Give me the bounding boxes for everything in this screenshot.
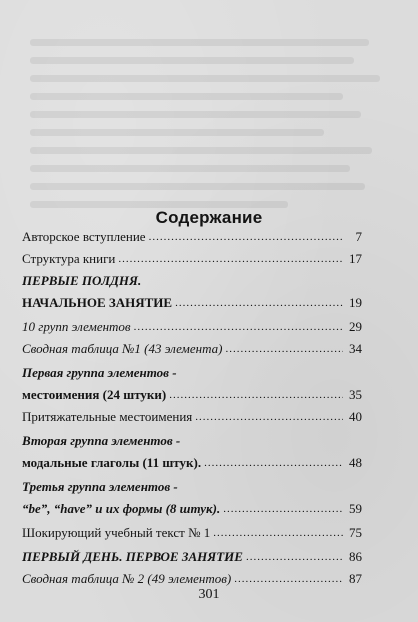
leader-dots	[134, 318, 343, 336]
toc-entry-first-afternoon-heading[interactable]: ПЕРВЫЕ ПОЛДНЯ.	[22, 273, 142, 288]
bleed-through-text	[30, 28, 398, 203]
toc-entry-initial-lesson[interactable]	[22, 294, 362, 312]
leader-dots	[149, 228, 343, 246]
toc-page-number: 75	[349, 525, 362, 540]
toc-entry-label: Сводная таблица № 2 (49 элементов)	[22, 571, 232, 586]
toc-page-number: 17	[349, 251, 362, 266]
toc-entry-label: модальные глаголы (11 штук).	[22, 455, 202, 470]
toc-entry-group1-heading[interactable]: Первая группа элементов -	[22, 365, 177, 380]
toc-page-number: 34	[349, 341, 362, 356]
toc-entry-pronouns[interactable]	[22, 386, 362, 404]
toc-entry-first-day[interactable]	[22, 548, 362, 566]
toc-page-number: 48	[349, 455, 362, 470]
page-number: 301	[198, 587, 220, 602]
toc-entry-structure[interactable]	[22, 250, 362, 268]
toc-page-number: 87	[349, 571, 362, 586]
page-title: Содержание	[155, 208, 263, 227]
toc-entry-label: местоимения (24 штуки)	[22, 387, 167, 402]
table-of-contents	[22, 228, 362, 588]
toc-page-number: 7	[355, 229, 362, 244]
toc-entry-label: ПЕРВЫЙ ДЕНЬ. ПЕРВОЕ ЗАНЯТИЕ	[22, 549, 243, 564]
leader-dots	[118, 250, 343, 268]
toc-page-number: 19	[349, 295, 362, 310]
toc-page-number: 35	[349, 387, 362, 402]
toc-entry-group3-heading[interactable]: Третья группа элементов -	[22, 479, 178, 494]
leader-dots	[223, 500, 343, 518]
toc-entry-summary-table-2[interactable]	[22, 570, 362, 588]
leader-dots	[225, 340, 343, 358]
toc-entry-summary-table-1[interactable]	[22, 340, 362, 358]
leader-dots	[246, 548, 343, 566]
toc-page-number: 59	[349, 501, 362, 516]
toc-page-number: 86	[349, 549, 362, 564]
toc-entry-label: Шокирующий учебный текст № 1	[22, 525, 211, 540]
leader-dots	[195, 408, 343, 426]
leader-dots	[169, 386, 343, 404]
toc-page-number: 40	[349, 409, 362, 424]
toc-entry-modal-verbs[interactable]	[22, 454, 362, 472]
toc-entry-label: Притяжательные местоимения	[22, 409, 193, 424]
toc-entry-group2-heading[interactable]: Вторая группа элементов -	[22, 433, 181, 448]
toc-entry-be-have[interactable]	[22, 500, 362, 518]
toc-entry-shocking-text[interactable]	[22, 524, 362, 542]
toc-entry-ten-groups[interactable]	[22, 318, 362, 336]
toc-entry-label: “be”, “have” и их формы (8 штук).	[22, 501, 221, 516]
leader-dots	[204, 454, 343, 472]
toc-entry-label: 10 групп элементов	[22, 319, 131, 334]
toc-entry-possessive-pronouns[interactable]	[22, 408, 362, 426]
leader-dots	[213, 524, 343, 542]
toc-entry-label: Авторское вступление	[22, 229, 146, 244]
toc-entry-label: Сводная таблица №1 (43 элемента)	[22, 341, 223, 356]
leader-dots	[175, 294, 343, 312]
toc-entry-label: НАЧАЛЬНОЕ ЗАНЯТИЕ	[22, 295, 173, 310]
toc-entry-label: Структура книги	[22, 251, 116, 266]
leader-dots	[234, 570, 343, 588]
toc-page-number: 29	[349, 319, 362, 334]
toc-entry-author-intro[interactable]	[22, 228, 362, 246]
